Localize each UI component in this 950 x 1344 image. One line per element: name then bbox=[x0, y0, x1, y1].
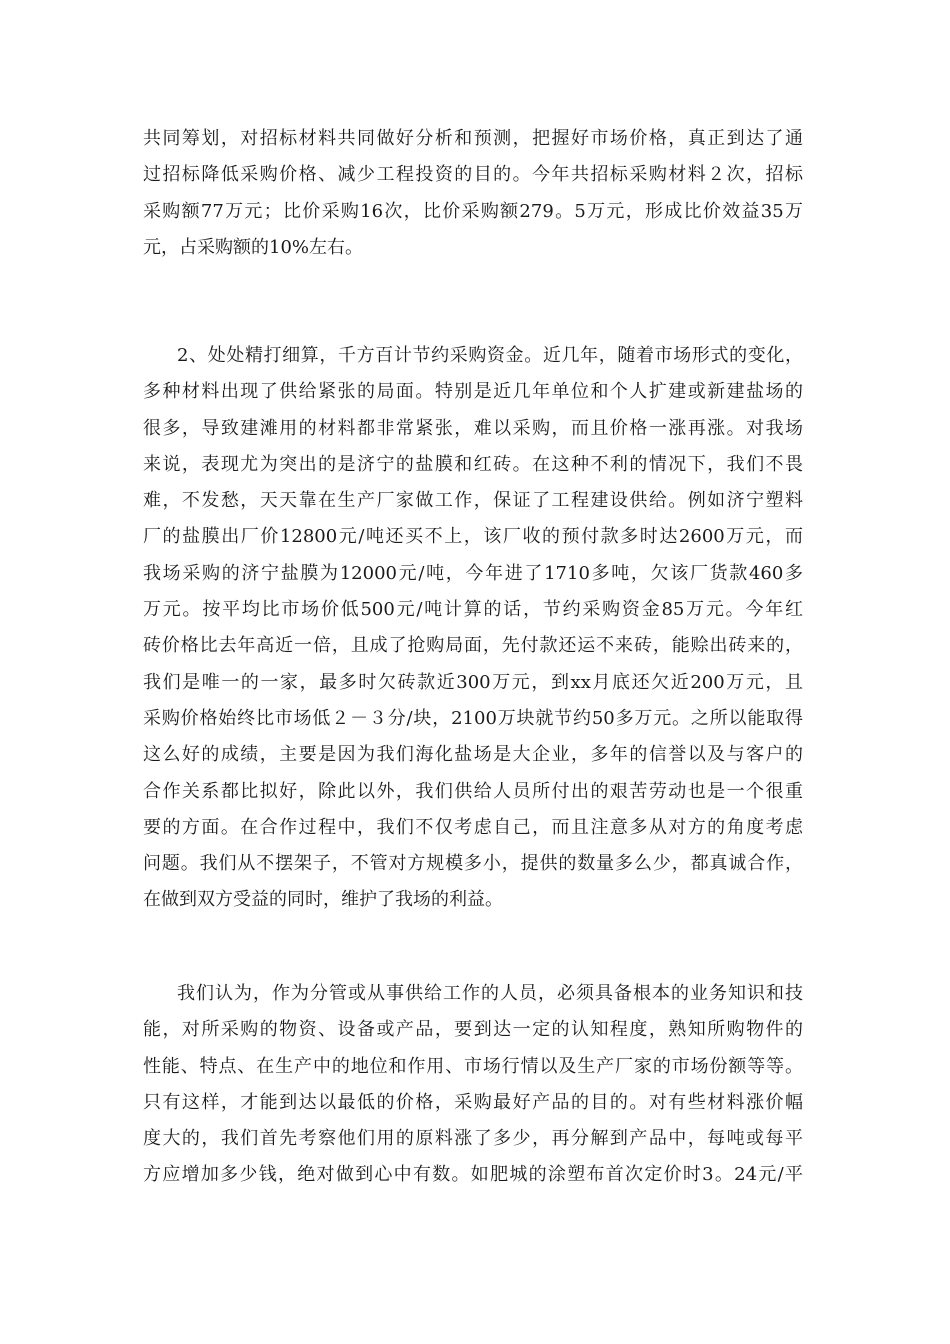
text-line: 要的方面。在合作过程中，我们不仅考虑自己，而且注意多从对方的角度考虑 bbox=[143, 816, 803, 838]
text-line: 采购额77万元；比价采购16次，比价采购额279。5万元，形成比价效益35万 bbox=[143, 200, 803, 222]
text-line: 我们是唯一的一家，最多时欠砖款近300万元，到xx月底还欠近200万元，且 bbox=[143, 671, 803, 693]
text-line: 采购价格始终比市场低２－３分/块，2100万块就节约50多万元。之所以能取得 bbox=[143, 707, 803, 729]
text-line: 共同筹划，对招标材料共同做好分析和预测，把握好市场价格，真正到达了通 bbox=[143, 128, 803, 149]
text-line: 性能、特点、在生产中的地位和作用、市场行情以及生产厂家的市场份额等等。 bbox=[143, 1055, 803, 1077]
text-line: 合作关系都比拟好，除此以外，我们供给人员所付出的艰苦劳动也是一个很重 bbox=[143, 780, 803, 802]
text-line: 来说，表现尤为突出的是济宁的盐膜和红砖。在这种不利的情况下，我们不畏 bbox=[143, 453, 803, 475]
paragraph-saving-funds bbox=[143, 338, 803, 919]
text-line: 厂的盐膜出厂价12800元/吨还买不上，该厂收的预付款多时达2600万元，而 bbox=[143, 526, 803, 548]
text-line: 过招标降低采购价格、减少工程投资的目的。今年共招标采购材料２次，招标 bbox=[143, 164, 803, 186]
text-line: 元，占采购额的10%左右。 bbox=[143, 236, 364, 258]
text-line: 万元。按平均比市场价低500元/吨计算的话，节约采购资金85万元。今年红 bbox=[143, 599, 803, 621]
text-line: 2、处处精打细算，千方百计节约采购资金。近几年，随着市场形式的变化， bbox=[177, 345, 803, 366]
paragraph-bidding-procurement bbox=[143, 121, 803, 266]
text-line: 能，对所采购的物资、设备或产品，要到达一定的认知程度，熟知所购物件的 bbox=[143, 1019, 803, 1041]
text-line: 方应增加多少钱，绝对做到心中有数。如肥城的涂塑布首次定价时3。24元/平 bbox=[143, 1164, 803, 1186]
text-line: 难，不发愁，天天靠在生产厂家做工作，保证了工程建设供给。例如济宁塑料 bbox=[143, 490, 803, 512]
text-line: 度大的，我们首先考察他们用的原料涨了多少，再分解到产品中，每吨或每平 bbox=[143, 1128, 803, 1150]
text-line: 在做到双方受益的同时，维护了我场的利益。 bbox=[143, 889, 503, 911]
text-line: 很多，导致建滩用的材料都非常紧张，难以采购，而且价格一涨再涨。对我场 bbox=[143, 417, 803, 439]
text-line: 这么好的成绩，主要是因为我们海化盐场是大企业，多年的信誉以及与客户的 bbox=[143, 744, 803, 766]
text-line: 只有这样，才能到达以最低的价格，采购最好产品的目的。对有些材料涨价幅 bbox=[143, 1091, 803, 1113]
text-line: 问题。我们从不摆架子，不管对方规模多小，提供的数量多么少，都真诚合作， bbox=[143, 853, 803, 875]
text-line: 我们认为，作为分管或从事供给工作的人员，必须具备根本的业务知识和技 bbox=[177, 983, 803, 1004]
text-line: 我场采购的济宁盐膜为12000元/吨，今年进了1710多吨，欠该厂货款460多 bbox=[143, 562, 803, 584]
paragraph-professional-knowledge bbox=[143, 976, 803, 1194]
text-line: 多种材料出现了供给紧张的局面。特别是近几年单位和个人扩建或新建盐场的 bbox=[143, 381, 803, 403]
text-line: 砖价格比去年高近一倍，且成了抢购局面，先付款还运不来砖，能赊出砖来的， bbox=[143, 635, 803, 657]
